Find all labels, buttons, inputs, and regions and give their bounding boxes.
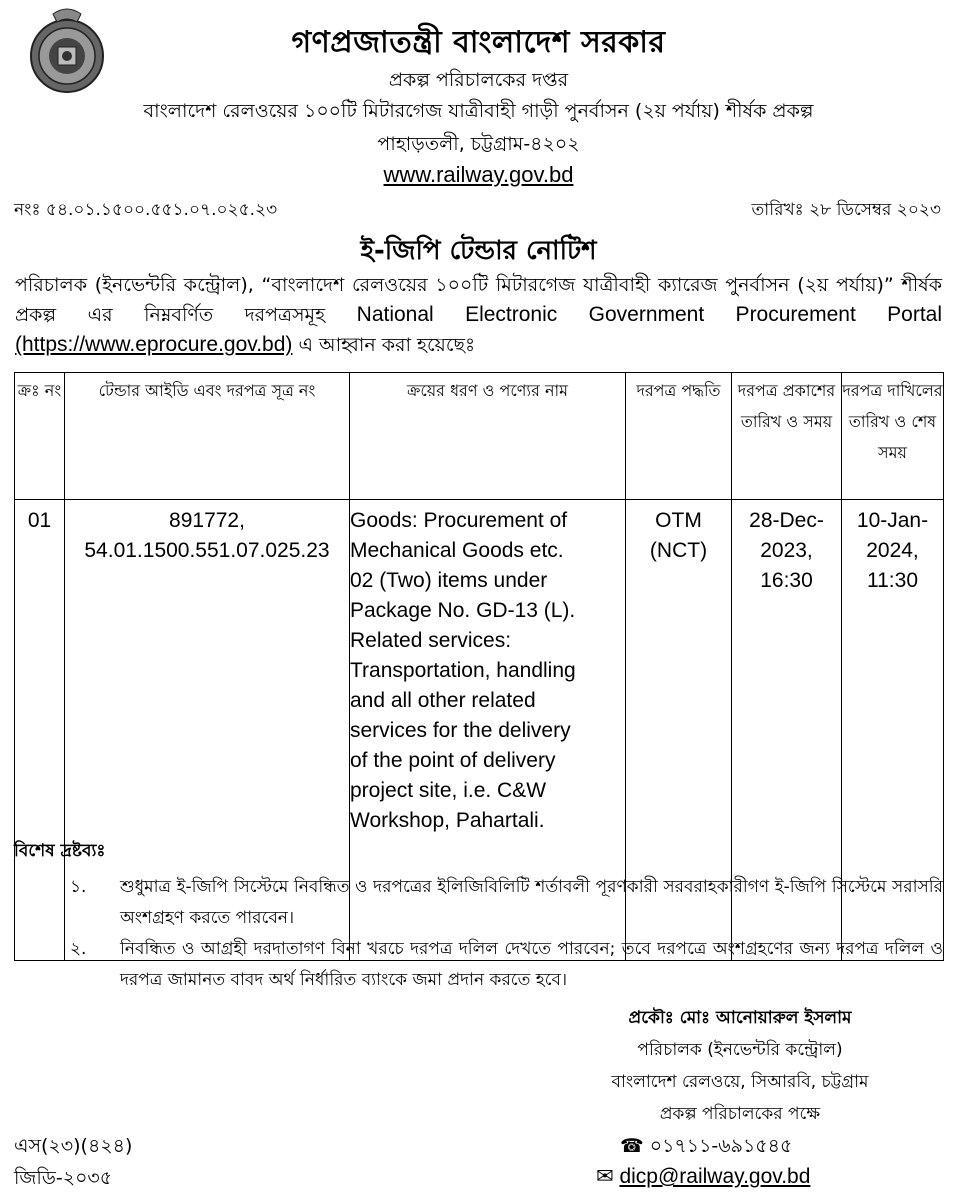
phone-icon: ☎ <box>620 1135 644 1157</box>
method-line: OTM <box>655 509 702 532</box>
note-text: নিবন্ধিত ও আগ্রহী দরদাতাগণ বিনা খরচে দরপত্র দলিল দেখতে পারবেন; তবে দরপত্রে অংশগ্রহণের জন্য দরপত্র দলিল ও দরপত্র জামানত বাবদ অর্থ নির্ধারিত ব্যাংকে জমা প্রদান করতে হবে। <box>120 939 943 990</box>
method-line: (NCT) <box>649 539 708 562</box>
note-number: ২. <box>70 939 87 959</box>
notice-title: ই-জিপি টেন্ডার নোটিশ <box>360 236 597 266</box>
header-submit: দরপত্র দাখিলের তারিখ ও শেষ সময় <box>842 373 944 500</box>
email-address[interactable]: dicp@railway.gov.bd <box>619 1165 811 1188</box>
publish-line: 28-Dec- <box>749 509 824 532</box>
project-name: বাংলাদেশ রেলওয়ের ১০০টি মিটারগেজ যাত্রীবাহী গাড়ী পুনর্বাসন (২য় পর্যায়) শীর্ষক প্রকল্প <box>143 100 814 122</box>
phone-contact <box>620 1132 792 1164</box>
submit-line: 11:30 <box>867 569 918 592</box>
special-note-item <box>14 934 943 996</box>
item-line: Package No. GD-13 (L). <box>350 599 576 622</box>
item-line: and all other related <box>350 689 536 712</box>
phone-number[interactable]: ০১৭১১-৬৯১৫৪৫ <box>649 1135 793 1157</box>
cell-serial: 01 <box>15 500 65 961</box>
signatory-org: বাংলাদেশ রেলওয়ে, সিআরবি, চট্টগ্রাম <box>611 1072 869 1092</box>
intro-text-end: এ আহ্বান করা হয়েছেঃ <box>298 334 476 356</box>
website-link[interactable]: www.railway.gov.bd <box>383 162 574 187</box>
government-title: গণপ্রজাতন্ত্রী বাংলাদেশ সরকার <box>291 25 666 60</box>
submit-line: 10-Jan- <box>856 509 929 532</box>
item-line: 02 (Two) items under <box>350 569 548 592</box>
tender-ref-no: 54.01.1500.551.07.025.23 <box>84 539 330 562</box>
portal-url[interactable]: (https://www.eprocure.gov.bd) <box>15 333 293 356</box>
item-line: Workshop, Pahartali. <box>350 809 545 832</box>
item-line: Related services: <box>350 629 512 652</box>
header-serial: ক্রঃ নং <box>15 373 65 500</box>
special-note-title: বিশেষ দ্রষ্টব্যঃ <box>14 841 106 861</box>
footer-code: জিডি-২০৩৫ <box>14 1167 113 1189</box>
memo-number: নংঃ ৫৪.০১.১৫০০.৫৫১.০৭.০২৫.২৩ <box>14 200 278 220</box>
item-line: of the point of delivery <box>350 749 556 772</box>
header-item: ক্রয়ের ধরণ ও পণ্যের নাম <box>350 373 626 500</box>
signatory-designation: পরিচালক (ইনভেন্টরি কন্ট্রোল) <box>637 1040 843 1060</box>
office-name: প্রকল্প পরিচালকের দপ্তর <box>388 69 569 91</box>
tender-id: 891772, <box>169 509 245 532</box>
office-address: পাহাড়তলী, চট্টগ্রাম-৪২০২ <box>377 133 580 155</box>
item-line: Goods: Procurement of <box>350 509 568 532</box>
item-line: Transportation, handling <box>350 659 576 682</box>
header-publish: দরপত্র প্রকাশের তারিখ ও সময় <box>732 373 842 500</box>
submit-line: 2024, <box>866 539 919 562</box>
envelope-icon: ✉ <box>596 1164 614 1188</box>
item-line: Mechanical Goods etc. <box>350 539 564 562</box>
item-line: project site, i.e. C&W <box>350 779 547 802</box>
intro-paragraph <box>15 270 942 360</box>
signatory-behalf: প্রকল্প পরিচালকের পক্ষে <box>659 1104 821 1124</box>
note-text: শুধুমাত্র ই-জিপি সিস্টেমে নিবন্ধিত ও দরপত্রের ইলিজিবিলিটি শর্তাবলী পূরণকারী সরবরাহকারীগণ ই-জিপি সিস্টেমে সরাসরি অংশগ্রহণ করতে পারবেন। <box>120 877 943 928</box>
footer-code: এস(২৩)(৪২৪) <box>14 1135 133 1157</box>
intro-text: পরিচালক (ইনভেন্টরি কন্ট্রোল), “বাংলাদেশ রেলওয়ের ১০০টি মিটারগেজ যাত্রীবাহী ক্যারেজ পুনর্বাসন (২য় পর্যায়)” শীর্ষক প্রকল্প এর নিম্নবর্ণিত দরপত্রসমূহ <box>15 274 942 326</box>
portal-name: National Electronic Government Procurement Portal <box>356 303 943 326</box>
publish-line: 2023, <box>760 539 813 562</box>
notice-date: তারিখঃ ২৮ ডিসেম্বর ২০২৩ <box>751 200 941 220</box>
header-tender-id: টেন্ডার আইডি এবং দরপত্র সূত্র নং <box>65 373 350 500</box>
special-note-item <box>14 872 943 934</box>
table-header-row <box>15 373 944 500</box>
item-line: services for the delivery <box>350 719 571 742</box>
header-method: দরপত্র পদ্ধতি <box>626 373 732 500</box>
publish-line: 16:30 <box>760 569 813 592</box>
signatory-name: প্রকৌঃ মোঃ আনোয়ারুল ইসলাম <box>628 1008 852 1028</box>
note-number: ১. <box>70 877 87 897</box>
email-contact <box>596 1164 810 1189</box>
